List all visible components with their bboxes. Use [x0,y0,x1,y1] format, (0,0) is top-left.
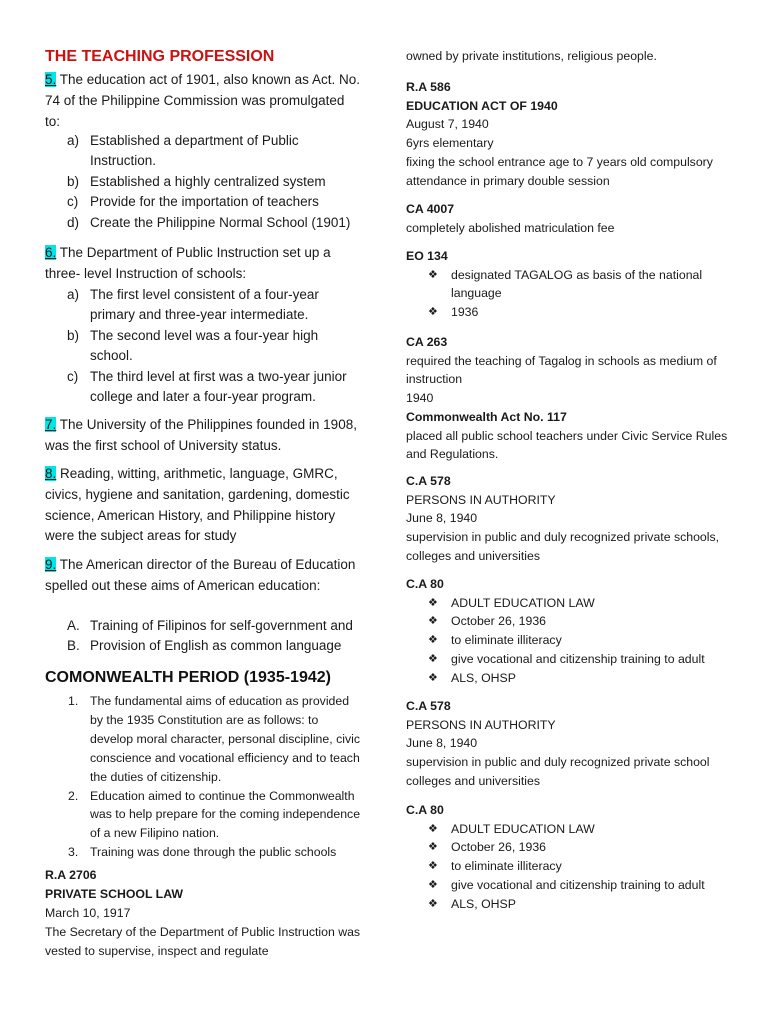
diamond-bullet-icon: ❖ [428,268,438,281]
paragraph-6 [45,243,363,285]
diamond-bullet-icon: ❖ [428,652,438,665]
bullet-item: ❖ ADULT EDUCATION LAW [406,820,742,839]
law-text: completely abolished matriculation fee [406,220,615,235]
ca-4007-block [406,200,742,237]
diamond-bullet-icon: ❖ [428,671,438,684]
paragraph-7 [45,415,363,457]
diamond-bullet-icon: ❖ [428,306,438,319]
list-item: c) The third level at first was a two-year junior college and later a four-year program. [67,368,347,405]
diamond-bullet-icon: ❖ [428,841,438,854]
ra-586-block [406,78,742,190]
paragraph-6-text: The Department of Public Instruction set up a three- level Instruction of schools: [45,245,331,281]
law-code: CA 4007 [406,202,455,216]
diamond-bullet-icon: ❖ [428,634,438,647]
bullet-item: ❖ 1936 [406,303,742,322]
commonwealth-list [45,692,363,862]
paragraph-5-list [45,131,363,233]
item-number-7: 7. [45,417,57,432]
item-number-5: 5. [45,72,57,87]
diamond-bullet-icon: ❖ [428,878,438,891]
bullet-item: ❖ ALS, OHSP [406,669,742,688]
law-date: March 10, 1917 [45,905,131,920]
law-text: required the teaching of Tagalog in schools as medium of instruction [406,353,717,387]
law-date: June 8, 1940 [406,736,478,751]
ra-2706-block [45,866,365,961]
list-item: 3. Training was done through the public schools [68,845,337,860]
list-item: c) Provide for the importation of teachers [67,194,319,210]
law-code: C.A 578 [406,699,451,713]
law-code: R.A 2706 [45,868,97,882]
paragraph-9 [45,555,363,597]
law-date: June 8, 1940 [406,511,478,526]
diamond-bullet-icon: ❖ [428,897,438,910]
law-title: PERSONS IN AUTHORITY [406,717,556,732]
law-title: Commonwealth Act No. 117 [406,409,567,424]
diamond-bullet-icon: ❖ [428,860,438,873]
list-item: A. Training of Filipinos for self-government and [67,618,353,633]
bullet-item: ❖ give vocational and citizenship training to adult [406,650,742,669]
paragraph-5 [45,70,363,132]
law-text: fixing the school entrance age to 7 years old compulsory attendance in primary double session [406,154,713,188]
bullet-item: ❖ ADULT EDUCATION LAW [406,594,742,613]
ca-578-block-1 [406,472,742,566]
law-title: EDUCATION ACT OF 1940 [406,98,558,113]
ca-80-block-2 [406,801,742,913]
law-date: 1940 [406,391,434,406]
diamond-bullet-icon: ❖ [428,822,438,835]
list-item: b) The second level was a four-year high school. [67,327,319,364]
bullet-item: ❖ ALS, OHSP [406,895,742,914]
continued-text: owned by private institutions, religious people. [406,49,657,63]
law-title: PERSONS IN AUTHORITY [406,492,556,507]
ca-263-block [406,333,742,464]
list-item: a) Established a department of Public Instruction. [67,133,299,169]
bullet-item: ❖ to eliminate illiteracy [406,857,742,876]
paragraph-6-list [45,285,363,407]
law-code: C.A 578 [406,474,451,488]
list-item: a) The first level consistent of a four-year primary and three-year intermediate. [67,287,319,323]
list-item: 1. The fundamental aims of education as provided by the 1935 Constitution are as follows: to develop moral character, personal discipline, civic conscience and vocational efficiency and to teach the duties of citizenship. [68,694,360,784]
law-code: R.A 586 [406,80,451,94]
bullet-item: ❖ designated TAGALOG as basis of the national language [428,267,703,301]
bullet-item: ❖ October 26, 1936 [406,838,742,857]
law-title: PRIVATE SCHOOL LAW [45,886,184,901]
paragraph-8-text: Reading, witting, arithmetic, language, GMRC, civics, hygiene and sanitation, gardening, domestic science, American History, and Philippine history were the subject areas for study [45,466,350,544]
law-text: supervision in public and duly recognized private schools, colleges and universities [406,530,720,563]
ca-578-block-2 [406,697,742,791]
diamond-bullet-icon: ❖ [428,596,438,609]
law-text: placed all public school teachers under Civic Service Rules and Regulations. [406,428,728,462]
eo-134-block [406,247,742,322]
law-text: The Secretary of the Department of Public Instruction was vested to supervise, inspect and regulate [45,924,361,958]
law-code: C.A 80 [406,803,444,817]
law-code: C.A 80 [406,577,444,591]
law-date: August 7, 1940 [406,117,489,132]
law-code: CA 263 [406,335,448,349]
bullet-item: ❖ to eliminate illiteracy [406,631,742,650]
item-number-8: 8. [45,466,57,481]
bullet-item: ❖ October 26, 1936 [406,612,742,631]
paragraph-9-text: The American director of the Bureau of Education spelled out these aims of American education: [45,557,356,593]
paragraph-7-text: The University of the Philippines founded in 1908, was the first school of University status. [45,417,357,453]
law-text: supervision in public and duly recognized private school colleges and universities [406,755,710,788]
section-heading-commonwealth: COMONWEALTH PERIOD (1935-1942) [45,669,331,686]
paragraph-5-text: The education act of 1901, also known as Act. No. 74 of the Philippine Commission was promulgated to: [45,72,360,129]
paragraph-8 [45,464,363,547]
list-item: B. Provision of English as common language [67,638,342,654]
section-heading-teaching-profession: THE TEACHING PROFESSION [45,48,275,65]
law-text: 6yrs elementary [406,136,494,151]
list-item: 2. Education aimed to continue the Commonwealth was to help prepare for the coming independence of a new Filipino nation. [68,788,361,841]
ca-80-block-1 [406,575,742,687]
list-item: d) Create the Philippine Normal School (1901) [67,214,351,230]
law-code: EO 134 [406,249,448,263]
diamond-bullet-icon: ❖ [428,615,438,628]
item-number-9: 9. [45,557,57,572]
bullet-item: ❖ give vocational and citizenship training to adult [406,876,742,895]
list-item: b) Established a highly centralized system [67,173,326,189]
paragraph-9-list [45,616,363,657]
item-number-6: 6. [45,245,57,260]
